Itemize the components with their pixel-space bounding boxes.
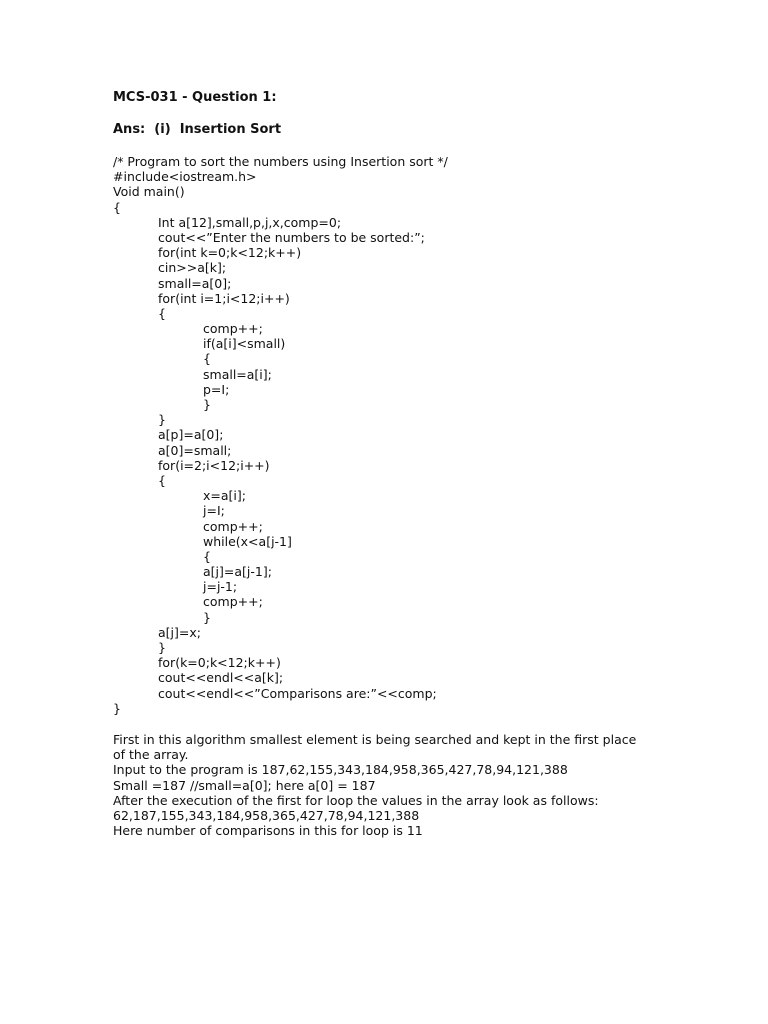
prose-line: Small =187 //small=a[0]; here a[0] = 187 (113, 777, 376, 793)
code-line: cin>>a[k]; (158, 260, 227, 276)
code-line: for(int i=1;i<12;i++) (158, 290, 290, 306)
code-line: cout<<”Enter the numbers to be sorted:”; (158, 229, 425, 245)
code-line: { (158, 472, 166, 488)
code-line: } (203, 397, 211, 412)
code-line: for(i=2;i<12;i++) (158, 457, 270, 473)
code-line: if(a[i]<small) (203, 336, 286, 352)
code-line: Void main() (113, 184, 185, 200)
code-line: /* Program to sort the numbers using Insertion sort */ (113, 154, 448, 169)
explanation-text (113, 732, 733, 838)
code-line: { (203, 548, 211, 564)
code-line: } (158, 640, 166, 655)
code-line: comp++; (203, 321, 263, 337)
prose-line: After the execution of the first for loop the values in the array look as follows: (113, 792, 599, 808)
code-line: Int a[12],small,p,j,x,comp=0; (158, 214, 342, 230)
code-line: j=I; (203, 503, 225, 519)
code-line: { (203, 351, 211, 367)
document-page (113, 90, 733, 838)
code-line: comp++; (203, 518, 263, 534)
question-heading: MCS-031 - Question 1: (113, 90, 277, 105)
code-line: small=a[i]; (203, 366, 272, 382)
code-line: comp++; (203, 594, 263, 610)
code-line: for(int k=0;k<12;k++) (158, 245, 302, 261)
code-line: cout<<endl<<”Comparisons are:”<<comp; (158, 685, 437, 701)
code-block (113, 154, 733, 716)
code-line: for(k=0;k<12;k++) (158, 655, 281, 671)
code-line: j=j-1; (203, 579, 238, 595)
answer-heading: Ans: (i) Insertion Sort (113, 122, 282, 137)
code-line: } (203, 609, 211, 625)
code-line: a[j]=x; (158, 624, 201, 640)
code-line: x=a[i]; (203, 488, 246, 504)
prose-line: 62,187,155,343,184,958,365,427,78,94,121,388 (113, 807, 420, 823)
prose-line: Input to the program is 187,62,155,343,184,958,365,427,78,94,121,388 (113, 762, 568, 778)
code-line: p=I; (203, 381, 230, 397)
prose-line: First in this algorithm smallest element is being searched and kept in the first place (113, 731, 637, 747)
code-line: } (113, 700, 121, 716)
code-line: cout<<endl<<a[k]; (158, 670, 284, 686)
code-line: #include<iostream.h> (113, 169, 257, 185)
prose-line: of the array. (113, 747, 189, 763)
prose-line: Here number of comparisons in this for loop is 11 (113, 823, 423, 839)
code-line: { (113, 199, 121, 215)
code-line: { (158, 305, 166, 321)
code-line: small=a[0]; (158, 275, 232, 291)
code-line: a[j]=a[j-1]; (203, 564, 272, 580)
code-line: a[p]=a[0]; (158, 427, 224, 443)
code-line: a[0]=small; (158, 442, 232, 458)
code-line: while(x<a[j-1] (203, 533, 292, 549)
code-line: } (158, 412, 166, 428)
